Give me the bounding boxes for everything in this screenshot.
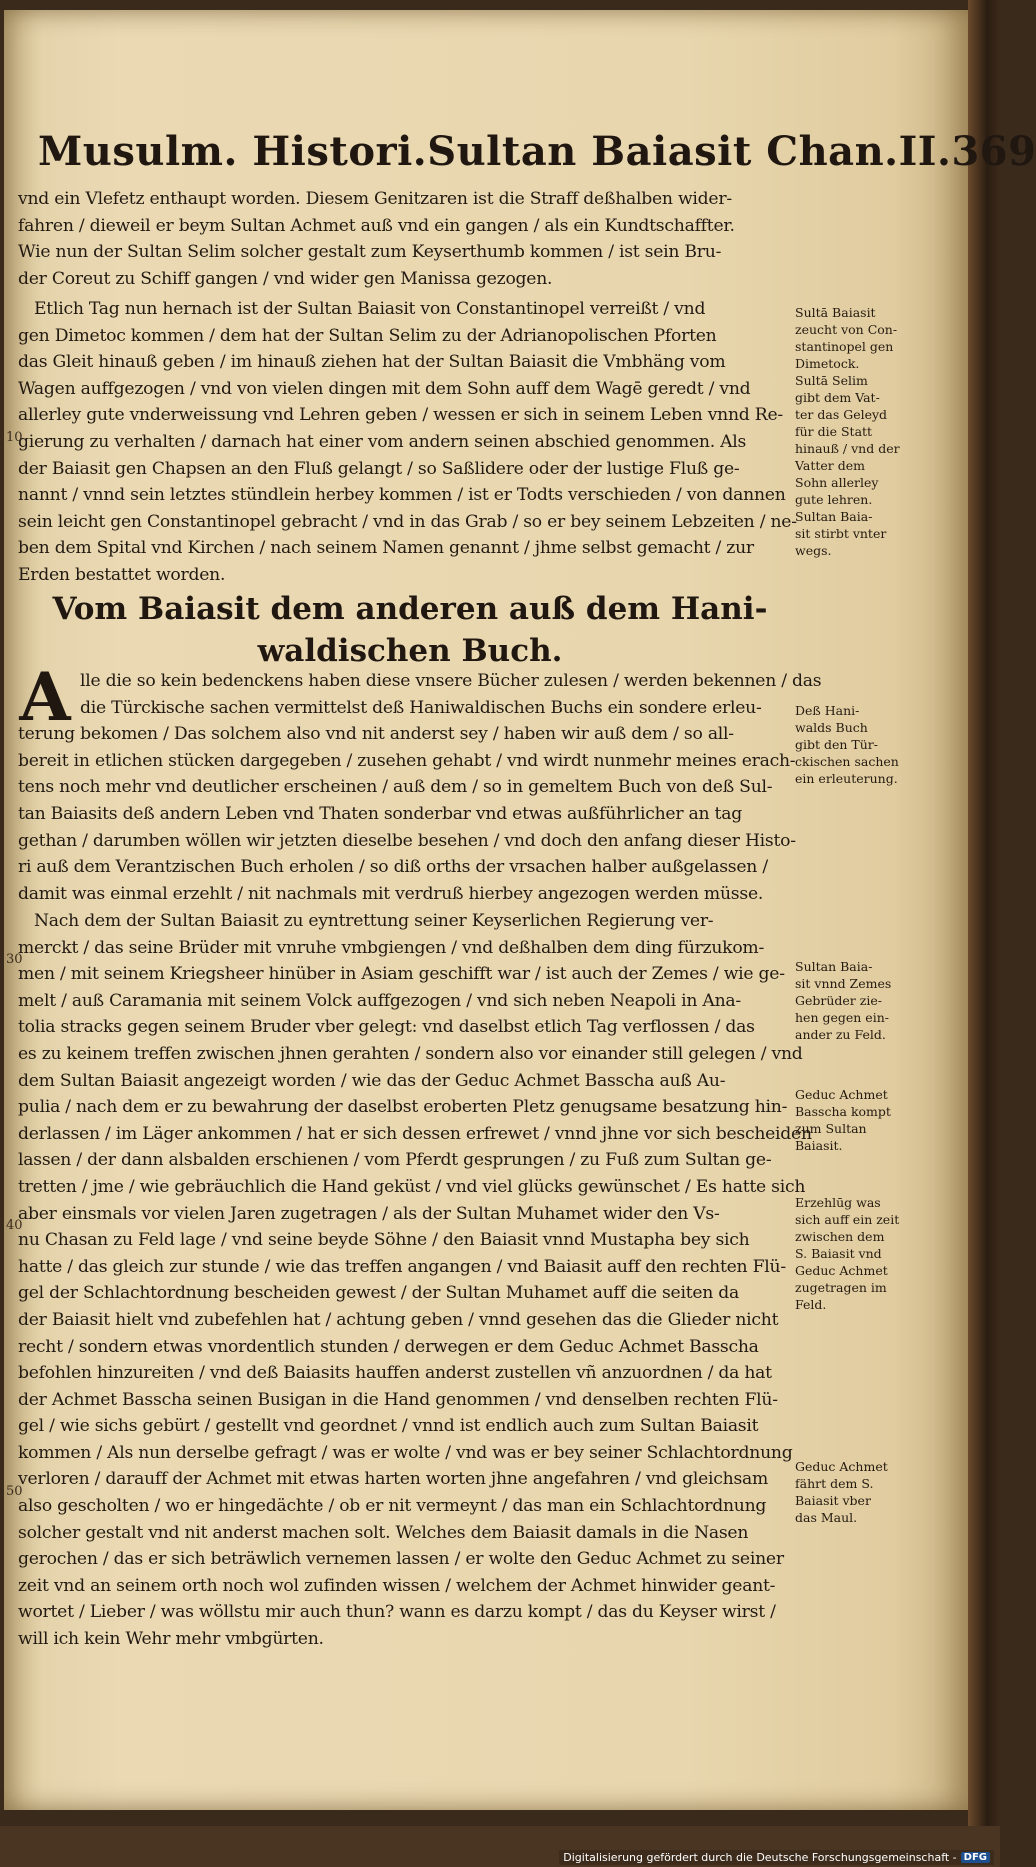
text-line: der Achmet Basscha seinen Busigan in die Hand genommen / vnd denselben rechten Flü- [18,1389,778,1410]
text-line: tan Baiasits deß andern Leben vnd Thaten sonderbar vnd etwas außführlicher an tag [18,803,742,824]
line-number: 50 [6,1484,23,1499]
text-line: merckt / das seine Brüder mit vnruhe vmbgiengen / vnd deßhalben dem ding fürzukom- [18,937,765,958]
text-line: gen Dimetoc kommen / dem hat der Sultan Selim zu der Adrianopolischen Pforten [18,325,717,346]
text-line: pulia / nach dem er zu bewahrung der daselbst eroberten Pletz genugsame besatzung hin- [18,1097,788,1118]
paragraph-4 [18,908,812,1653]
line-number: 10 [6,430,23,445]
text-line: befohlen hinzureiten / vnd deß Baiasits hauffen anderst zustellen vñ anzuordnen / da hat [18,1363,772,1384]
page-number: 369 [951,128,1036,175]
text-line: derlassen / im Läger ankommen / hat er sich dessen erfrewet / vnnd jhne vor sich bescheiden [18,1123,812,1144]
text-line: dem Sultan Baiasit angezeigt worden / wie das der Geduc Achmet Basscha auß Au- [18,1070,726,1091]
text-line: gerochen / das er sich beträwlich vernemen lassen / er wolte den Geduc Achmet zu seiner [18,1549,784,1570]
text-line: tretten / jme / wie gebräuchlich die Hand geküst / vnd viel glücks gewünschet / Es hatte sich [18,1176,806,1197]
text-line: der Baiasit hielt vnd zubefehlen hat / achtung geben / vnnd gesehen das die Glieder nicht [18,1309,779,1330]
text-line: gierung zu verhalten / darnach hat einer vom andern seinen abschied genommen. Als [18,431,747,452]
text-line: ri auß dem Verantzischen Buch erholen / so diß orths der vrsachen halber außgelassen / [18,857,768,878]
text-line: tolia stracks gegen seinem Bruder vber gelegt: vnd daselbst etlich Tag verflossen / das [18,1017,755,1038]
text-line: lassen / der dann alsbalden erschienen / vom Pferdt gesprungen / zu Fuß zum Sultan ge- [18,1150,772,1171]
section-heading-line-2: waldischen Buch. [257,633,563,669]
running-header [38,128,1036,175]
text-line: sein leicht gen Constantinopel gebracht / vnd in das Grab / so er bey seinem Lebzeiten / ne- [18,511,797,532]
line-number: 30 [6,952,23,967]
text-line: der Coreut zu Schiff gangen / vnd wider gen Manissa gezogen. [18,268,553,289]
text-line: terung bekomen / Das solchem also vnd nit anderst sey / haben wir auß dem / so all- [18,724,734,745]
margin-note: Deß Hani- walds Buch gibt den Tür- ckischen sachen ein erleuterung. [795,703,899,786]
text-line: Erden bestattet worden. [18,564,226,585]
text-line: ben dem Spital vnd Kirchen / nach seinem Namen genannt / jhme selbst gemacht / zur [18,538,754,559]
section-heading-line-1: Vom Baiasit dem anderen auß dem Hani- [52,591,768,627]
text-line: kommen / Als nun derselbe gefragt / was er wolte / vnd was er bey seiner Schlachtordnung [18,1442,793,1463]
header-section: Sultan Baiasit Chan. [427,128,899,175]
paragraph-2 [18,296,797,589]
text-line: men / mit seinem Kriegsheer hinüber in Asiam geschifft war / ist auch der Zemes / wie ge- [18,964,785,985]
text-line: gel / wie sichs gebürt / gestellt vnd geordnet / vnnd ist endlich auch zum Sultan Baiasit [18,1416,759,1437]
text-line: damit was einmal erzehlt / nit nachmals mit verdruß hierbey angezogen werden müsse. [18,883,764,904]
margin-note: Sultan Baia- sit vnnd Zemes Gebrüder zie- hen gegen ein- ander zu Feld. [795,959,892,1042]
drop-cap: A [19,658,71,736]
text-line: die Türckische sachen vermittelst deß Haniwaldischen Buchs ein sondere erleu- [80,697,762,718]
header-book-number: II. [898,128,952,175]
text-line: vnd ein Vlefetz enthaupt worden. Diesem Genitzaren ist die Straff deßhalben wider- [18,189,732,209]
text-line: bereit in etlichen stücken dargegeben / zusehen gehabt / vnd wirdt nunmehr meines erach- [18,750,796,771]
text-line: fahren / dieweil er beym Sultan Achmet auß vnd ein gangen / als ein Kundtschaffter. [18,215,735,236]
text-line: Nach dem der Sultan Baiasit zu eyntrettung seiner Keyserlichen Regierung ver- [34,911,714,931]
text-line: Wagen auffgezogen / vnd von vielen dingen mit dem Sohn auff dem Wagē geredt / vnd [18,378,751,399]
section-heading [30,588,790,672]
text-line: tens noch mehr vnd deutlicher erscheinen / auß dem / so in gemeltem Buch von deß Sul- [18,777,773,798]
paragraph-3 [18,668,822,907]
running-title: Musulm. Histori. [38,128,428,175]
margin-note: Sultā Baiasit zeucht von Con- stantinopel gen Dimetock. Sultā Selim gibt dem Vat- ter das Geleyd für die Statt hinauß / vnd der Vatter dem Sohn allerley gute lehren. Sultan Baia- sit stirbt vnter wegs. [795,305,900,558]
text-line: verloren / darauff der Achmet mit etwas harten worten jhne angefahren / vnd gleichsam [18,1469,769,1490]
margin-note: Erzehlūg was sich auff ein zeit zwischen dem S. Baiasit vnd Geduc Achmet zugetragen im Feld. [795,1195,900,1312]
credit-text: Digitalisierung gefördert durch die Deutsche Forschungsgemeinschaft - [563,1851,957,1864]
text-line: aber einsmals vor vielen Jaren zugetragen / als der Sultan Muhamet wider den Vs- [18,1203,720,1224]
text-line: wortet / Lieber / was wöllstu mir auch thun? wann es darzu kompt / das du Keyser wirst / [18,1602,776,1623]
margin-note: Geduc Achmet fährt dem S. Baiasit vber das Maul. [795,1459,888,1525]
text-line: will ich kein Wehr mehr vmbgürten. [18,1629,324,1650]
text-line: das Gleit hinauß geben / im hinauß ziehen hat der Sultan Baiasit die Vmbhäng vom [18,352,726,373]
dfg-logo-icon: DFG [961,1852,990,1863]
text-line: Wie nun der Sultan Selim solcher gestalt zum Keyserthumb kommen / ist sein Bru- [18,242,722,263]
text-line: nu Chasan zu Feld lage / vnd seine beyde Söhne / den Baiasit vnnd Mustapha bey sich [18,1230,750,1251]
text-line: melt / auß Caramania mit seinem Volck auffgezogen / vnd sich neben Neapoli in Ana- [18,990,741,1011]
text-line: es zu keinem treffen zwischen jhnen gerahten / sondern also vor einander still gelegen / vnd [18,1043,803,1064]
text-line: allerley gute vnderweissung vnd Lehren geben / wessen er sich in seinem Leben vnnd Re- [18,405,783,426]
text-line: also gescholten / wo er hingedächte / ob er nit vermeynt / das man ein Schlachtordnung [18,1496,767,1517]
text-line: der Baiasit gen Chapsen an den Fluß gelangt / so Saßlidere oder der lustige Fluß ge- [18,458,740,479]
margin-note: Geduc Achmet Basscha kompt zum Sultan Baiasit. [795,1087,891,1153]
digitization-credit [559,1850,994,1865]
text-line: solcher gestalt vnd nit anderst machen solt. Welches dem Baiasit damals in die Nasen [18,1522,749,1543]
book-gutter [968,0,1000,1867]
text-line: zeit vnd an seinem orth noch wol zufinden wissen / welchem der Achmet hinwider geant- [18,1575,776,1596]
text-line: nannt / vnnd sein letztes stündlein herbey kommen / ist er Todts verschieden / von dannen [18,485,786,506]
line-number: 40 [6,1218,23,1233]
text-line: gel der Schlachtordnung bescheiden gewest / der Sultan Muhamet auff die seiten da [18,1283,740,1304]
text-line: lle die so kein bedenckens haben diese vnsere Bücher zulesen / werden bekennen / das [80,671,822,691]
text-line: hatte / das gleich zur stunde / wie das treffen angangen / vnd Baiasit auff den rechten Flü- [18,1256,786,1277]
text-line: gethan / darumben wöllen wir jetzten dieselbe besehen / vnd doch den anfang dieser Histo- [18,830,796,851]
text-line: recht / sondern etwas vnordentlich stunden / derwegen er dem Geduc Achmet Basscha [18,1336,759,1357]
text-line: Etlich Tag nun hernach ist der Sultan Baiasit von Constantinopel verreißt / vnd [34,299,706,319]
paragraph-1 [18,186,790,292]
